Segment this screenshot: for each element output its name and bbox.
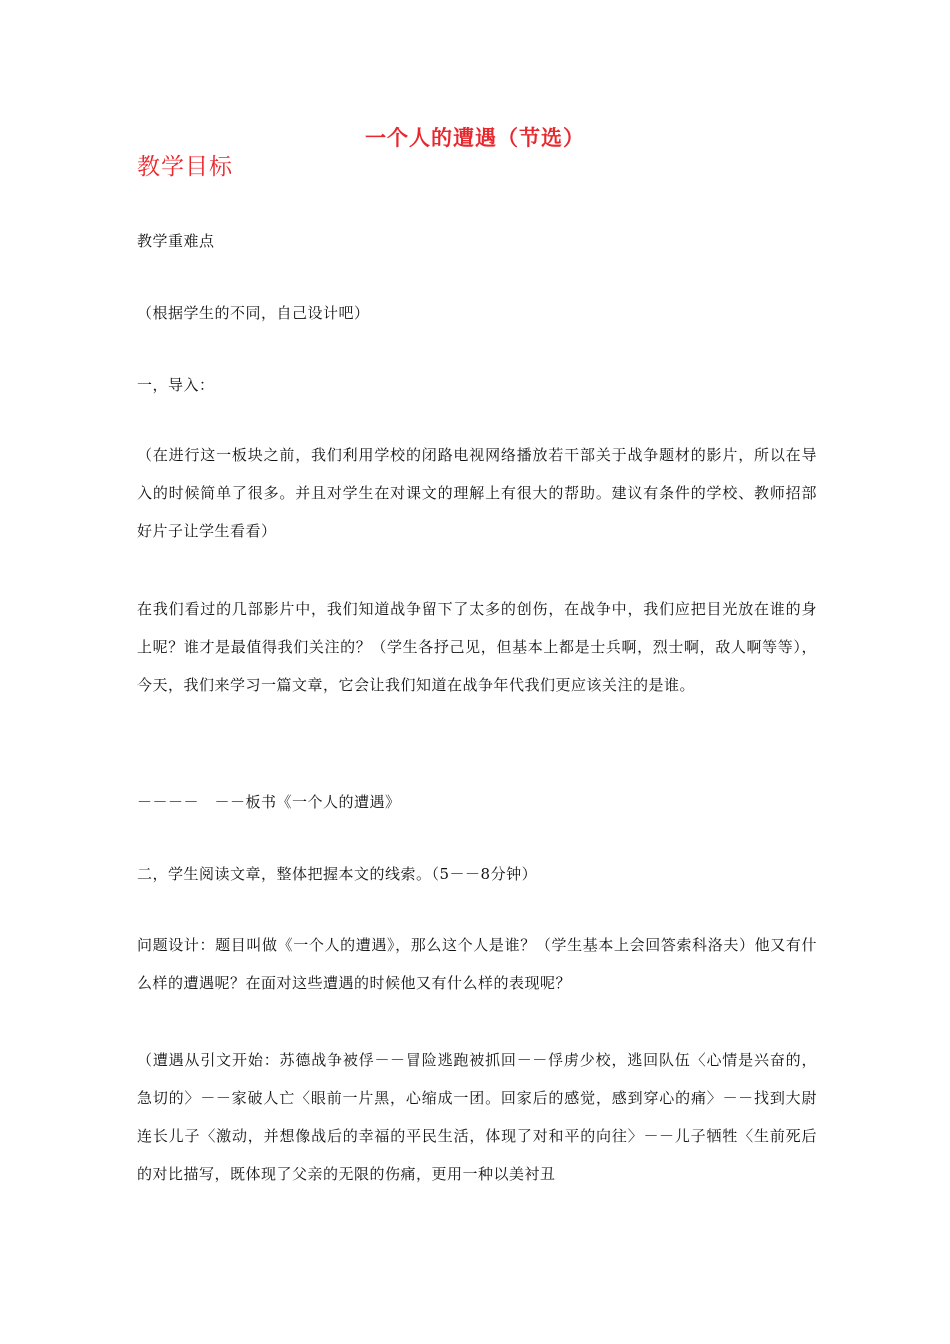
paragraph-intro-text: 在我们看过的几部影片中，我们知道战争留下了太多的创伤，在战争中，我们应把目光放在谁的身上呢？谁才是最值得我们关注的？（学生各抒己见，但基本上都是士兵啊，烈士啊，敌人啊等等），今天，我们来学习一篇文章，它会让我们知道在战争年代我们更应该关注的是谁。 <box>137 600 817 694</box>
paragraph-section-intro: 一，导入： <box>137 376 215 394</box>
paragraph-intro-note: （在进行这一板块之前，我们利用学校的闭路电视网络播放若干部关于战争题材的影片，所以在导入的时候简单了很多。并且对学生在对课文的理解上有很大的帮助。建议有条件的学校、教师招部好片子让学生看看） <box>137 446 817 540</box>
paragraph-key-difficulties: 教学重难点 <box>137 232 215 250</box>
section-heading-teaching-goals: 教学目标 <box>137 154 233 180</box>
paragraph-encounters: （遭遇从引文开始：苏德战争被俘－－冒险逃跑被抓回－－俘虏少校，逃回队伍〈心情是兴奋的，急切的〉－－家破人亡〈眼前一片黑，心缩成一团。回家后的感觉，感到穿心的痛〉－－找到大尉连长儿子〈激动，并想像战后的幸福的平民生活，体现了对和平的向往〉－－儿子牺牲〈生前死后的对比描写，既体现了父亲的无限的伤痛，更用一种以美衬丑 <box>137 1051 817 1183</box>
document-title: 一个人的遭遇（节选） <box>365 126 585 150</box>
paragraph-section-reading: 二，学生阅读文章，整体把握本文的线索。（5－－8分钟） <box>137 865 538 883</box>
paragraph-blackboard: －－－－ －－板书《一个人的遭遇》 <box>137 793 401 811</box>
paragraph-design-note: （根据学生的不同，自己设计吧） <box>137 304 370 322</box>
paragraph-question-design: 问题设计：题目叫做《一个人的遭遇》，那么这个人是谁？（学生基本上会回答索科洛夫）他又有什么样的遭遇呢？在面对这些遭遇的时候他又有什么样的表现呢？ <box>137 936 817 992</box>
